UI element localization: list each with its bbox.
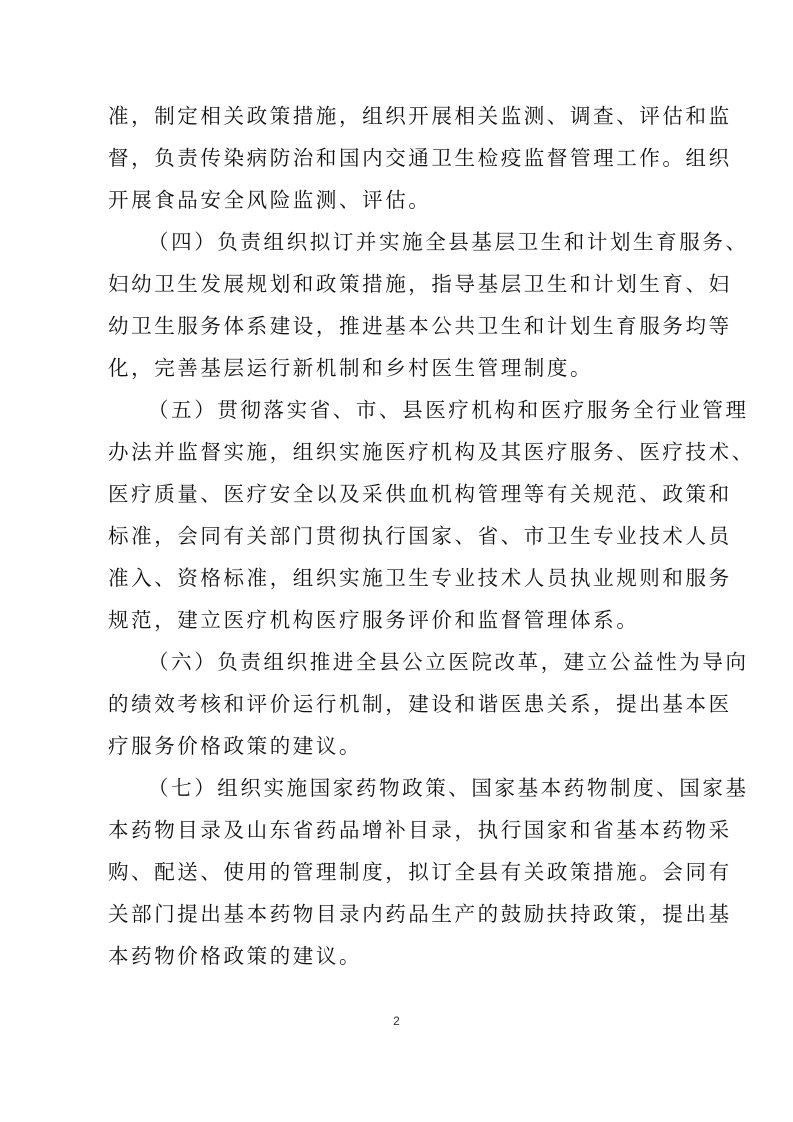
text-line: 幼卫生服务体系建设，推进基本公共卫生和计划生育服务均等	[108, 314, 732, 338]
paragraph-4-start: （四）负责组织拟订并实施全县基层卫生和计划生育服务、	[148, 230, 749, 254]
text-line: 准，制定相关政策措施，组织开展相关监测、调查、评估和监	[108, 104, 732, 128]
text-line: 办法并监督实施，组织实施医疗机构及其医疗服务、医疗技术、	[108, 440, 755, 464]
text-line: 化，完善基层运行新机制和乡村医生管理制度。	[108, 356, 594, 380]
text-line: 的绩效考核和评价运行机制，建设和谐医患关系，提出基本医	[108, 692, 732, 716]
text-line: 购、配送、使用的管理制度，拟订全县有关政策措施。会同有	[108, 860, 732, 884]
text-line: 准入、资格标准，组织实施卫生专业技术人员执业规则和服务	[108, 566, 732, 590]
text-line: 妇幼卫生发展规划和政策措施，指导基层卫生和计划生育、妇	[108, 272, 732, 296]
page-number: 2	[393, 1014, 400, 1028]
paragraph-6-start: （六）负责组织推进全县公立医院改革，建立公益性为导向	[148, 650, 749, 674]
text-line: 标准，会同有关部门贯彻执行国家、省、市卫生专业技术人员	[108, 524, 732, 548]
text-line: 医疗质量、医疗安全以及采供血机构管理等有关规范、政策和	[108, 482, 732, 506]
paragraph-7-start: （七）组织实施国家药物政策、国家基本药物制度、国家基	[148, 776, 749, 800]
text-line: 规范，建立医疗机构医疗服务评价和监督管理体系。	[108, 608, 640, 632]
paragraph-5-start: （五）贯彻落实省、市、县医疗机构和医疗服务全行业管理	[148, 398, 749, 422]
text-line: 开展食品安全风险监测、评估。	[108, 188, 432, 212]
text-line: 督，负责传染病防治和国内交通卫生检疫监督管理工作。组织	[108, 146, 732, 170]
text-line: 疗服务价格政策的建议。	[108, 734, 363, 758]
text-line: 本药物价格政策的建议。	[108, 944, 363, 968]
text-line: 关部门提出基本药物目录内药品生产的鼓励扶持政策，提出基	[108, 902, 732, 926]
text-line: 本药物目录及山东省药品增补目录，执行国家和省基本药物采	[108, 818, 732, 842]
